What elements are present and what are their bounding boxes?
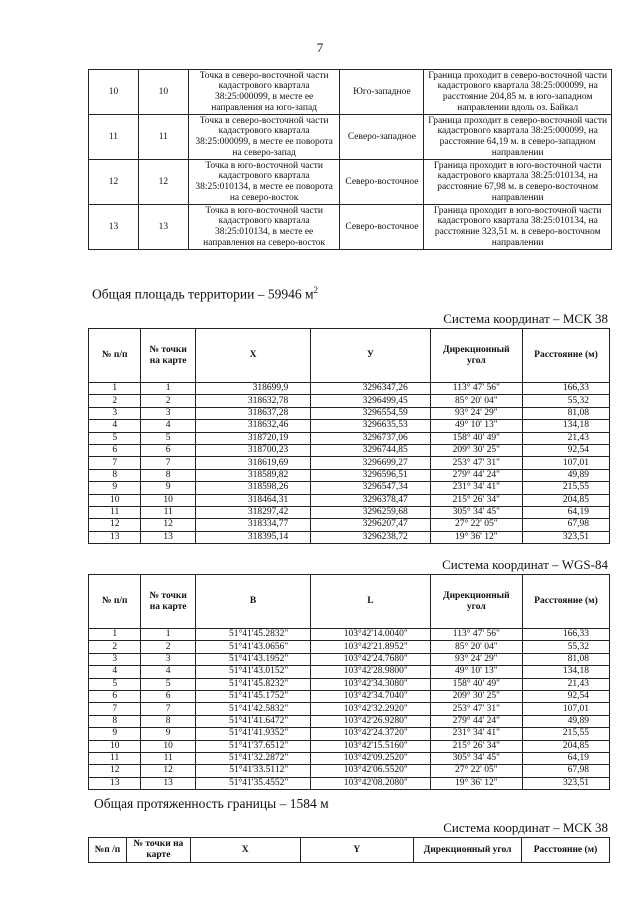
row-number: 11	[89, 115, 139, 160]
coord-1: 318589,82	[195, 469, 310, 481]
row-number: 4	[89, 666, 141, 678]
coord-1: 318395,14	[195, 531, 310, 543]
point-number: 11	[141, 752, 196, 764]
table-row	[89, 690, 610, 702]
wgs84-coordinates-table	[88, 574, 610, 790]
direction-angle: 85° 20' 04"	[430, 641, 522, 653]
coord-2: 103°42'14.0040"	[311, 629, 431, 641]
coord-2: 103°42'24.3720"	[311, 728, 431, 740]
table-row	[89, 432, 610, 444]
direction-angle: 231° 34' 41"	[430, 482, 522, 494]
distance: 134,18	[522, 420, 609, 432]
table-row	[89, 420, 610, 432]
table-row	[89, 482, 610, 494]
row-number: 13	[89, 205, 139, 250]
direction-angle: 279° 44' 24"	[430, 715, 522, 727]
header-point: № точки на карте	[141, 329, 196, 383]
row-number: 2	[89, 395, 141, 407]
header-angle: Дирекционный угол	[430, 329, 522, 383]
distance: 92,54	[522, 444, 609, 456]
table-row	[89, 70, 612, 115]
coord-1: 51°41'42.5832"	[195, 703, 310, 715]
distance: 215,55	[522, 728, 609, 740]
coord-2: 3296259,68	[311, 506, 431, 518]
coord-1: 51°41'41.6472"	[195, 715, 310, 727]
distance: 64,19	[522, 506, 609, 518]
coord-2: 3296238,72	[311, 531, 431, 543]
point-description: Точка в северо-восточной части кадастрового квартала 38:25:000099, в месте ее поворота на северо-запад	[188, 115, 340, 160]
point-number: 13	[138, 205, 188, 250]
header-num: № п/п	[89, 575, 141, 629]
coord-1: 51°41'45.1752"	[195, 690, 310, 702]
direction-angle: 27° 22' 05"	[430, 765, 522, 777]
row-number: 3	[89, 653, 141, 665]
direction-angle: 113° 47' 56"	[430, 629, 522, 641]
point-number: 13	[141, 531, 196, 543]
table-row	[89, 765, 610, 777]
row-number: 2	[89, 641, 141, 653]
direction-angle: 19° 36' 12"	[430, 531, 522, 543]
coord-2: 103°42'24.7680"	[311, 653, 431, 665]
point-number: 4	[141, 666, 196, 678]
distance: 64,19	[522, 752, 609, 764]
point-description: Точка в северо-восточной части кадастрового квартала 38:25:000099, в месте ее направления на юго-запад	[188, 70, 340, 115]
row-number: 4	[89, 420, 141, 432]
direction-angle: 19° 36' 12"	[430, 777, 522, 789]
coord-2: 3296554,59	[311, 407, 431, 419]
header-l: L	[311, 575, 431, 629]
direction-angle: 27° 22' 05"	[430, 519, 522, 531]
header-x: X	[190, 838, 300, 863]
coord-1: 51°41'45.8232"	[195, 678, 310, 690]
coord-1: 51°41'33.5112"	[195, 765, 310, 777]
table-row	[89, 703, 610, 715]
row-number: 13	[89, 777, 141, 789]
coord-2: 3296635,53	[311, 420, 431, 432]
coord-2: 103°42'34.7040"	[311, 690, 431, 702]
coord-2: 3296499,45	[311, 395, 431, 407]
coord-2: 3296737,06	[311, 432, 431, 444]
direction-angle: 93° 24' 29"	[430, 653, 522, 665]
row-number: 10	[89, 70, 139, 115]
row-number: 9	[89, 482, 141, 494]
coord-2: 103°42'09.2520"	[311, 752, 431, 764]
point-number: 1	[141, 629, 196, 641]
direction-angle: 305° 34' 45"	[430, 752, 522, 764]
coord-1: 318637,28	[195, 407, 310, 419]
total-area: Общая площадь территории – 59946 $м^2$	[92, 285, 319, 302]
direction: Северо-западное	[340, 115, 424, 160]
point-number: 9	[141, 482, 196, 494]
coordinate-system-label-wgs84: Система координат – WGS-84	[442, 557, 608, 572]
coordinate-system-label-msk38-second: Система координат – МСК 38	[443, 820, 608, 835]
distance: 107,01	[522, 457, 609, 469]
distance: 21,43	[522, 432, 609, 444]
row-number: 11	[89, 752, 141, 764]
row-number: 12	[89, 765, 141, 777]
table-row	[89, 666, 610, 678]
point-description: Точка в юго-восточной части кадастрового квартала 38:25:010134, в месте ее направления на северо-восток	[188, 205, 340, 250]
point-number: 11	[141, 506, 196, 518]
point-number: 5	[141, 678, 196, 690]
coord-1: 51°41'37.6512"	[195, 740, 310, 752]
table-row	[89, 519, 610, 531]
point-number: 6	[141, 444, 196, 456]
point-number: 3	[141, 653, 196, 665]
row-number: 8	[89, 469, 141, 481]
table-row	[89, 752, 610, 764]
distance: 323,51	[522, 777, 609, 789]
boundary-description: Граница проходит в юго-восточной части кадастрового квартала 38:25:010134, на расстояние 67,98 м. в северо-восточном направлении	[424, 160, 612, 205]
point-number: 11	[138, 115, 188, 160]
point-number: 7	[141, 703, 196, 715]
distance: 49,89	[522, 715, 609, 727]
row-number: 1	[89, 629, 141, 641]
distance: 92,54	[522, 690, 609, 702]
coord-2: 103°42'06.5520"	[311, 765, 431, 777]
coord-1: 318619,69	[195, 457, 310, 469]
header-num: № п/п	[89, 329, 141, 383]
direction-angle: 209° 30' 25"	[430, 690, 522, 702]
boundary-description-table	[88, 69, 612, 250]
direction: Северо-восточное	[340, 205, 424, 250]
row-number: 7	[89, 457, 141, 469]
coord-2: 103°42'32.2920"	[311, 703, 431, 715]
table-row	[89, 728, 610, 740]
distance: 49,89	[522, 469, 609, 481]
coord-1: 318632,78	[195, 395, 310, 407]
direction-angle: 215° 26' 34"	[430, 494, 522, 506]
coord-2: 3296547,34	[311, 482, 431, 494]
header-angle: Дирекционный угол	[430, 575, 522, 629]
coord-1: 51°41'35.4552"	[195, 777, 310, 789]
header-x: X	[195, 329, 310, 383]
coord-2: 103°42'15.5160"	[311, 740, 431, 752]
direction-angle: 158° 40' 49"	[430, 678, 522, 690]
header-distance: Расстояние (м)	[522, 838, 610, 863]
coord-2: 103°42'28.9800"	[311, 666, 431, 678]
distance: 107,01	[522, 703, 609, 715]
coord-2: 103°42'21.8952"	[311, 641, 431, 653]
coord-1: 51°41'41.9352"	[195, 728, 310, 740]
direction: Юго-западное	[340, 70, 424, 115]
point-number: 5	[141, 432, 196, 444]
coord-1: 318297,42	[195, 506, 310, 518]
direction-angle: 93° 24' 29"	[430, 407, 522, 419]
boundary-description: Граница проходит в северо-восточной части кадастрового квартала 38:25:000099, на расстояние 64,19 м. в северо-западном направлении	[424, 115, 612, 160]
distance: 67,98	[522, 765, 609, 777]
header-y: У	[311, 329, 431, 383]
point-number: 12	[138, 160, 188, 205]
header-point: № точки на карте	[126, 838, 190, 863]
point-number: 8	[141, 469, 196, 481]
row-number: 3	[89, 407, 141, 419]
table-row	[89, 740, 610, 752]
coord-2: 3296347,26	[311, 383, 431, 395]
direction-angle: 209° 30' 25"	[430, 444, 522, 456]
table-row	[89, 629, 610, 641]
distance: 21,43	[522, 678, 609, 690]
coord-2: 103°42'34.3080"	[311, 678, 431, 690]
point-number: 12	[141, 519, 196, 531]
header-distance: Расстояние (м)	[522, 329, 609, 383]
point-number: 8	[141, 715, 196, 727]
row-number: 13	[89, 531, 141, 543]
coord-2: 3296378,47	[311, 494, 431, 506]
coord-1: 318598,26	[195, 482, 310, 494]
direction-angle: 253° 47' 31"	[430, 703, 522, 715]
table-row	[89, 469, 610, 481]
header-b: B	[195, 575, 310, 629]
coord-2: 3296596,51	[311, 469, 431, 481]
distance: 81,08	[522, 407, 609, 419]
point-number: 6	[141, 690, 196, 702]
table-row	[89, 531, 610, 543]
table-row	[89, 115, 612, 160]
distance: 55,32	[522, 641, 609, 653]
table-row	[89, 407, 610, 419]
row-number: 7	[89, 703, 141, 715]
row-number: 10	[89, 494, 141, 506]
header-distance: Расстояние (м)	[522, 575, 609, 629]
table-row	[89, 383, 610, 395]
coord-1: 51°41'43.0152"	[195, 666, 310, 678]
point-number: 10	[141, 494, 196, 506]
coord-1: 51°41'45.2832"	[195, 629, 310, 641]
direction-angle: 305° 34' 45"	[430, 506, 522, 518]
msk38-coordinates-table	[88, 328, 610, 544]
direction-angle: 253° 47' 31"	[430, 457, 522, 469]
row-number: 9	[89, 728, 141, 740]
distance: 204,85	[522, 740, 609, 752]
point-number: 12	[141, 765, 196, 777]
total-length: Общая протяженность границы – 1584 м	[94, 796, 329, 811]
point-description: Точка в юго-восточной части кадастрового квартала 38:25:010134, в месте ее поворота на северо-восток	[188, 160, 340, 205]
coordinate-system-label-msk38: Система координат – МСК 38	[443, 311, 608, 326]
coord-1: 318334,77	[195, 519, 310, 531]
point-number: 10	[138, 70, 188, 115]
row-number: 5	[89, 432, 141, 444]
table-row	[89, 678, 610, 690]
header-angle: Дирекционный угол	[414, 838, 522, 863]
table-row	[89, 715, 610, 727]
table-row	[89, 641, 610, 653]
direction-angle: 158° 40' 49"	[430, 432, 522, 444]
distance: 55,32	[522, 395, 609, 407]
distance: 166,33	[522, 629, 609, 641]
table-row	[89, 395, 610, 407]
table-row	[89, 777, 610, 789]
row-number: 10	[89, 740, 141, 752]
distance: 67,98	[522, 519, 609, 531]
header-num: №п /п	[89, 838, 127, 863]
coord-1: 318699,9	[195, 383, 310, 395]
coord-2: 3296207,47	[311, 519, 431, 531]
distance: 166,33	[522, 383, 609, 395]
distance: 323,51	[522, 531, 609, 543]
row-number: 1	[89, 383, 141, 395]
table-row	[89, 506, 610, 518]
coord-1: 318632,46	[195, 420, 310, 432]
msk38-second-table-header	[88, 837, 610, 863]
direction-angle: 231° 34' 41"	[430, 728, 522, 740]
direction-angle: 113° 47' 56"	[430, 383, 522, 395]
point-number: 1	[141, 383, 196, 395]
table-row	[89, 444, 610, 456]
row-number: 5	[89, 678, 141, 690]
point-number: 2	[141, 395, 196, 407]
coord-2: 103°42'26.9280"	[311, 715, 431, 727]
distance: 215,55	[522, 482, 609, 494]
boundary-description: Граница проходит в юго-восточной части кадастрового квартала 38:25:010134, на расстояние 323,51 м. в северо-восточном направлении	[424, 205, 612, 250]
direction: Северо-восточное	[340, 160, 424, 205]
row-number: 11	[89, 506, 141, 518]
coord-2: 103°42'08.2080"	[311, 777, 431, 789]
direction-angle: 49° 10' 13"	[430, 666, 522, 678]
direction-angle: 85° 20' 04"	[430, 395, 522, 407]
coord-1: 318700,23	[195, 444, 310, 456]
boundary-description: Граница проходит в северо-восточной части кадастрового квартала 38:25:000099, на расстояние 204,85 м. в юго-западном направлении вдоль оз. Байкал	[424, 70, 612, 115]
header-y: Y	[300, 838, 414, 863]
coord-1: 51°41'43.0656"	[195, 641, 310, 653]
point-number: 7	[141, 457, 196, 469]
distance: 81,08	[522, 653, 609, 665]
point-number: 10	[141, 740, 196, 752]
point-number: 2	[141, 641, 196, 653]
coord-1: 318464,31	[195, 494, 310, 506]
table-row	[89, 457, 610, 469]
table-row	[89, 653, 610, 665]
table-row	[89, 160, 612, 205]
direction-angle: 215° 26' 34"	[430, 740, 522, 752]
coord-1: 318720,19	[195, 432, 310, 444]
table-row	[89, 494, 610, 506]
coord-2: 3296699,27	[311, 457, 431, 469]
row-number: 12	[89, 160, 139, 205]
row-number: 8	[89, 715, 141, 727]
point-number: 9	[141, 728, 196, 740]
header-point: № точки на карте	[141, 575, 196, 629]
coord-1: 51°41'32.2872"	[195, 752, 310, 764]
direction-angle: 279° 44' 24"	[430, 469, 522, 481]
point-number: 13	[141, 777, 196, 789]
table-row	[89, 205, 612, 250]
coord-1: 51°41'43.1952"	[195, 653, 310, 665]
row-number: 12	[89, 519, 141, 531]
point-number: 4	[141, 420, 196, 432]
row-number: 6	[89, 690, 141, 702]
direction-angle: 49° 10' 13"	[430, 420, 522, 432]
distance: 134,18	[522, 666, 609, 678]
page-number: 7	[316, 40, 324, 55]
point-number: 3	[141, 407, 196, 419]
row-number: 6	[89, 444, 141, 456]
coord-2: 3296744,85	[311, 444, 431, 456]
distance: 204,85	[522, 494, 609, 506]
